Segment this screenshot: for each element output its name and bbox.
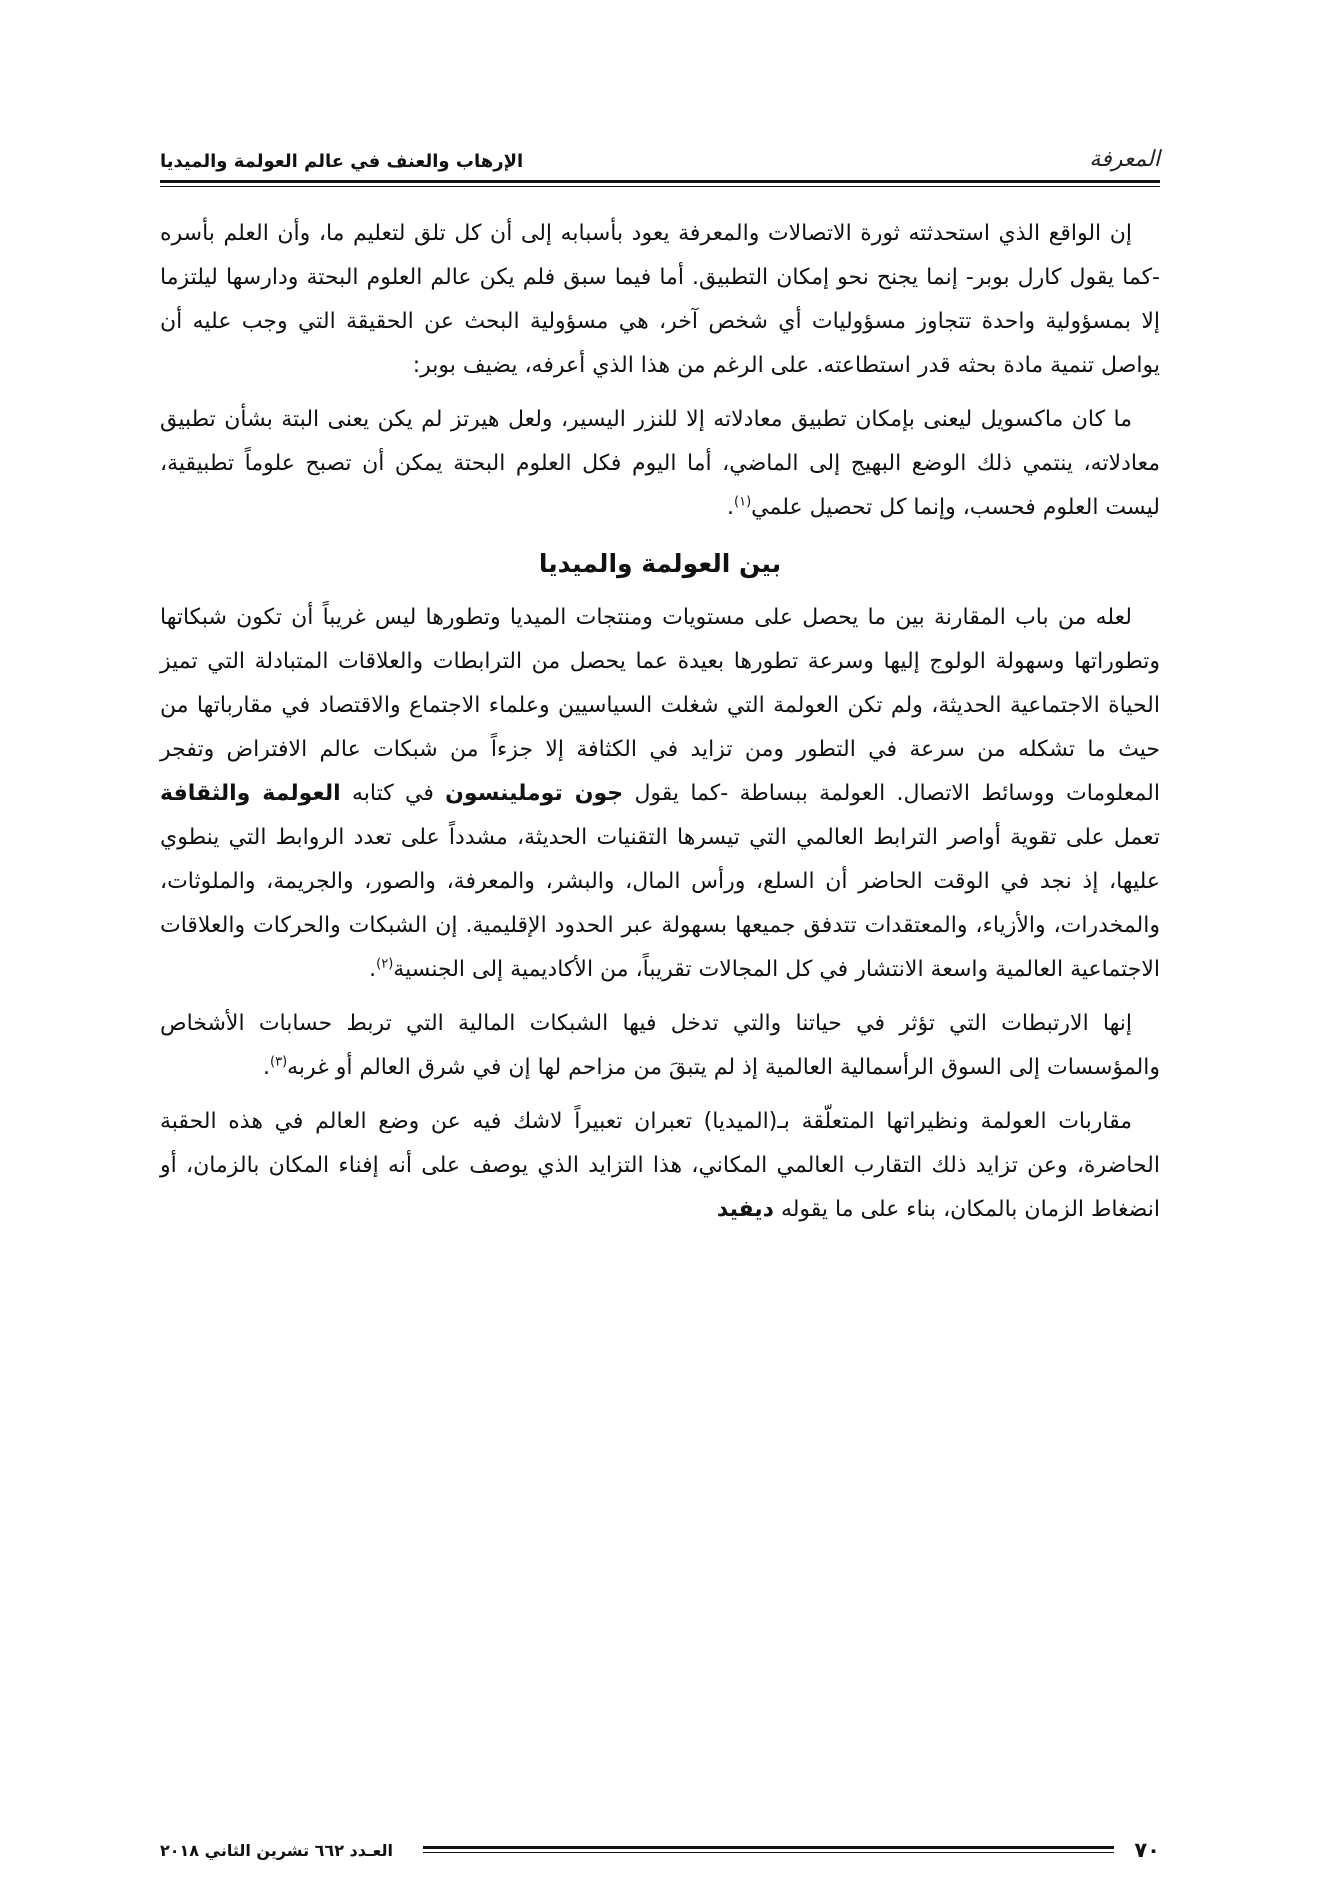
document-page <box>160 0 1160 1890</box>
footer-rule <box>423 1846 1114 1854</box>
article-title: الإرهاب والعنف في عالم العولمة والميديا <box>160 151 524 172</box>
header-rule-thin <box>160 186 1160 187</box>
article-body <box>160 212 1160 1242</box>
issue-info: العـدد ٦٦٢ تشرين الثاني ٢٠١٨ <box>160 1840 393 1860</box>
p5-text: مقاربات العولمة ونظيراتها المتعلّقة بـ(الميديا) تعبران تعبيراً لاشك فيه عن وضع العالم في هذه الحقبة الحاضرة، وعن تزايد ذلك التقارب العالمي المكاني، هذا التزايد الذي يوصف على أنه إفناء المكان بالزمان، أو انضغاط الزمان بالمكان، بناء على ما يقوله <box>160 1109 1160 1222</box>
p3-part-c: تعمل على تقوية أواصر الترابط العالمي التي تيسرها التقنيات الحديثة، مشدداً على تعدد الروابط التي ينطوي عليها، إذ نجد في الوقت الحاضر أن السلع، ورأس المال، والبشر، والمعرفة، والصور، والجريمة، والملوثات، والمخدرات، والأزياء، والمعتقدات تتدفق جميعها بسهولة عبر الحدود الإقليمية. إن الشبكات والحركات والعلاقات الاجتماعية العالمية واسعة الانتشار في كل المجالات تقريباً، من الأكاديمية إلى الجنسية <box>160 825 1160 982</box>
paragraph-5 <box>160 1100 1160 1232</box>
p3-part-b: في كتابه <box>351 781 434 806</box>
book-title: العولمة والثقافة <box>160 781 341 806</box>
quote-text: ما كان ماكسويل ليعنى بإمكان تطبيق معادلاته إلا للنزر اليسير، ولعل هيرتز لم يكن يعنى البتة بشأن تطبيق معادلاته، ينتمي ذلك الوضع البهيج إلى الماضي، أما اليوم فكل العلوم البحتة يمكن أن تصبح علوماً تطبيقية، ليست العلوم فحسب، وإنما كل تحصيل علمي <box>160 407 1160 520</box>
paragraph-2: ما كان ماكسويل ليعنى بإمكان تطبيق معادلاته إلا للنزر اليسير، ولعل هيرتز لم يكن يعنى البتة بشأن تطبيق معادلاته، ينتمي ذلك الوضع البهيج إلى الماضي، أما اليوم فكل العلوم البحتة يمكن أن تصبح علوماً تطبيقية، ليست العلوم فحسب، وإنما كل تحصيل علمي$^{(١)}$. <box>160 407 1160 520</box>
section-heading: بين العولمة والميديا <box>538 549 782 578</box>
page-footer <box>160 1835 1160 1865</box>
name-david: ديفيد <box>716 1197 774 1222</box>
header-rule-thick <box>160 180 1160 183</box>
footnote-ref-1: (١) <box>734 494 752 510</box>
journal-logo: المعرفة <box>1089 147 1160 172</box>
paragraph-3: لعله من باب المقارنة بين ما يحصل على مستويات ومنتجات الميديا وتطورها ليس غريباً أن تكون شبكاتها وتطوراتها وسهولة الولوج إليها وسرعة تطورها بعيدة عما يحصل من الترابطات والعلاقات المتبادلة التي تميز الحياة الاجتماعية الحديثة، ولم تكن العولمة التي شغلت السياسيين وعلماء الاجتماع والاقتصاد في مقارباتها من حيث ما تشكله من سرعة في التطور ومن تزايد في الكثافة إلا جزءاً من شبكات عالم الافتراض وتفجر المعلومات ووسائط الاتصال. العولمة ببساطة -كما يقول جون توملينسون في كتابه العولمة والثقافة تعمل على تقوية أواصر الترابط العالمي التي تيسرها التقنيات الحديثة، مشدداً على تعدد الروابط التي ينطوي عليها، إذ نجد في الوقت الحاضر أن السلع، ورأس المال، والبشر، والمعرفة، والصور، والجريمة، والملوثات، والمخدرات، والأزياء، والمعتقدات تتدفق جميعها بسهولة عبر الحدود الإقليمية. إن الشبكات والحركات والعلاقات الاجتماعية العالمية واسعة الانتشار في كل المجالات تقريباً، من الأكاديمية إلى الجنسية$^{(٢)}$. <box>160 605 1160 982</box>
p3-part-a: لعله من باب المقارنة بين ما يحصل على مستويات ومنتجات الميديا وتطورها ليس غريباً أن تكون شبكاتها وتطوراتها وسهولة الولوج إليها وسرعة تطورها بعيدة عما يحصل من الترابطات والعلاقات المتبادلة التي تميز الحياة الاجتماعية الحديثة، ولم تكن العولمة التي شغلت السياسيين وعلماء الاجتماع والاقتصاد في مقارباتها من حيث ما تشكله من سرعة في التطور ومن تزايد في الكثافة إلا جزءاً من شبكات عالم الافتراض وتفجر المعلومات ووسائط الاتصال. العولمة ببساطة -كما يقول <box>160 605 1160 806</box>
running-header <box>160 138 1160 172</box>
p4-text: إنها الارتبطات التي تؤثر في حياتنا والتي تدخل فيها الشبكات المالية التي تربط حسابات الأشخاص والمؤسسات إلى السوق الرأسمالية العالمية إذ لم يتبقَ من مزاحم لها إن في شرق العالم أو غربه <box>160 1011 1160 1080</box>
author-name: جون توملينسون <box>445 781 624 806</box>
footnote-ref-3: (٣) <box>270 1054 288 1070</box>
paragraph-4: إنها الارتبطات التي تؤثر في حياتنا والتي تدخل فيها الشبكات المالية التي تربط حسابات الأشخاص والمؤسسات إلى السوق الرأسمالية العالمية إذ لم يتبقَ من مزاحم لها إن في شرق العالم أو غربه$^{(٣)}$. <box>160 1011 1160 1080</box>
footnote-ref-2: (٢) <box>376 956 394 972</box>
paragraph-1: إن الواقع الذي استحدثته ثورة الاتصالات والمعرفة يعود بأسبابه إلى أن كل تلق لتعليم ما، وأن العلم بأسره -كما يقول كارل بوبر- إنما يجنح نحو إمكان التطبيق. أما فيما سبق فلم يكن عالم العلوم البحتة ودارسها ليلتزما إلا بمسؤولية واحدة تتجاوز مسؤوليات أي شخص آخر، هي مسؤولية البحث عن الحقيقة التي وجب عليه أن يواصل تنمية مادة بحثه قدر استطاعته. على الرغم من هذا الذي أعرفه، يضيف بوبر: <box>160 221 1160 378</box>
page-number: ٧٠ <box>1134 1838 1160 1862</box>
